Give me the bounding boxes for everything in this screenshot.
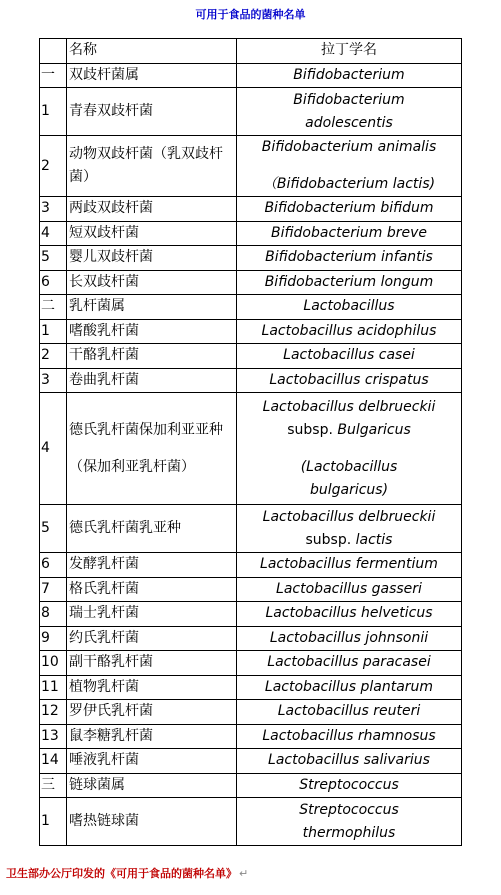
- row-index: 13: [40, 724, 67, 749]
- row-latin-name: [237, 393, 462, 505]
- table-row: [40, 675, 462, 700]
- row-name: 干酪乳杆菌: [67, 344, 237, 369]
- row-index: 6: [40, 553, 67, 578]
- row-name: 青春双歧杆菌: [67, 88, 237, 136]
- table-row: [40, 553, 462, 578]
- row-index: 8: [40, 602, 67, 627]
- latin-line: lactis: [355, 531, 393, 548]
- row-latin-name: Lactobacillus johnsonii: [237, 626, 462, 651]
- table-row: [40, 136, 462, 197]
- row-name: 唾液乳杆菌: [67, 749, 237, 774]
- row-index: 一: [40, 63, 67, 88]
- source-caption: [6, 865, 248, 881]
- row-latin-name: Lactobacillus acidophilus: [237, 319, 462, 344]
- row-latin-name: [237, 505, 462, 553]
- header-name: 名称: [67, 39, 237, 64]
- latin-line: Bifidobacterium: [293, 91, 405, 108]
- row-index: 1: [40, 319, 67, 344]
- row-index: 二: [40, 295, 67, 320]
- row-latin-name: Lactobacillus plantarum: [237, 675, 462, 700]
- table-row: [40, 505, 462, 553]
- row-latin-name: Lactobacillus paracasei: [237, 651, 462, 676]
- table-row: [40, 246, 462, 271]
- row-name: 植物乳杆菌: [67, 675, 237, 700]
- row-latin-name: Lactobacillus gasseri: [237, 577, 462, 602]
- row-index: 6: [40, 270, 67, 295]
- name-line: 德氏乳杆菌保加利亚亚种: [69, 421, 223, 438]
- row-latin-name: Lactobacillus helveticus: [237, 602, 462, 627]
- row-name: 嗜热链球菌: [67, 798, 237, 846]
- row-latin-name: Lactobacillus rhamnosus: [237, 724, 462, 749]
- table-row: [40, 63, 462, 88]
- table-row: [40, 798, 462, 846]
- row-name: [67, 393, 237, 505]
- table-row: [40, 773, 462, 798]
- latin-line: subsp.: [305, 531, 352, 548]
- row-name: 动物双歧杆菌（乳双歧杆菌）: [67, 136, 237, 197]
- name-line: （保加利亚乳杆菌）: [69, 458, 195, 475]
- table-row: [40, 344, 462, 369]
- strain-table: [39, 38, 462, 846]
- table-row: [40, 88, 462, 136]
- table-row: [40, 577, 462, 602]
- row-index: 3: [40, 197, 67, 222]
- latin-line: thermophilus: [302, 824, 396, 841]
- row-name: 约氏乳杆菌: [67, 626, 237, 651]
- table-row: [40, 221, 462, 246]
- caption-text: 卫生部办公厅印发的《可用于食品的菌种名单》: [6, 867, 237, 880]
- header-latin-name: 拉丁学名: [237, 39, 462, 64]
- row-name: 长双歧杆菌: [67, 270, 237, 295]
- row-latin-name: Bifidobacterium breve: [237, 221, 462, 246]
- row-index: 11: [40, 675, 67, 700]
- row-latin-name: [237, 136, 462, 197]
- row-name: 德氏乳杆菌乳亚种: [67, 505, 237, 553]
- row-index: 9: [40, 626, 67, 651]
- table-row: [40, 393, 462, 505]
- row-index: 10: [40, 651, 67, 676]
- row-latin-name: Lactobacillus reuteri: [237, 700, 462, 725]
- row-latin-name: Streptococcus: [237, 773, 462, 798]
- row-name: 发酵乳杆菌: [67, 553, 237, 578]
- latin-line: subsp.: [287, 421, 333, 438]
- latin-line: bulgaricus): [309, 481, 389, 498]
- row-index: 三: [40, 773, 67, 798]
- row-name: 双歧杆菌属: [67, 63, 237, 88]
- latin-line: (Lactobacillus: [300, 458, 398, 475]
- row-name: 卷曲乳杆菌: [67, 368, 237, 393]
- row-index: 7: [40, 577, 67, 602]
- table-row: [40, 319, 462, 344]
- row-latin-name: Lactobacillus: [237, 295, 462, 320]
- row-name: 嗜酸乳杆菌: [67, 319, 237, 344]
- page-title: 可用于食品的菌种名单: [195, 8, 306, 21]
- table-row: [40, 724, 462, 749]
- latin-line: Lactobacillus delbrueckii: [262, 508, 436, 525]
- table-row: [40, 368, 462, 393]
- row-latin-name: [237, 88, 462, 136]
- row-name: 格氏乳杆菌: [67, 577, 237, 602]
- row-index: 2: [40, 344, 67, 369]
- row-index: 1: [40, 88, 67, 136]
- row-latin-name: Bifidobacterium: [237, 63, 462, 88]
- row-name: 婴儿双歧杆菌: [67, 246, 237, 271]
- row-index: 2: [40, 136, 67, 197]
- table-row: [40, 270, 462, 295]
- row-name: 短双歧杆菌: [67, 221, 237, 246]
- latin-line: Bulgaricus: [337, 421, 411, 438]
- row-index: 1: [40, 798, 67, 846]
- table-row: [40, 626, 462, 651]
- table-row: [40, 197, 462, 222]
- row-latin-name: Bifidobacterium bifidum: [237, 197, 462, 222]
- row-name: 乳杆菌属: [67, 295, 237, 320]
- table-row: [40, 295, 462, 320]
- row-index: 14: [40, 749, 67, 774]
- row-index: 3: [40, 368, 67, 393]
- row-latin-name: [237, 798, 462, 846]
- row-name: 鼠李糖乳杆菌: [67, 724, 237, 749]
- latin-line: （Bifidobacterium lactis): [262, 176, 436, 192]
- table-row: [40, 651, 462, 676]
- header-index: [40, 39, 67, 64]
- table-row: [40, 749, 462, 774]
- row-name: 链球菌属: [67, 773, 237, 798]
- return-mark-icon: ↵: [239, 867, 249, 880]
- row-latin-name: Lactobacillus casei: [237, 344, 462, 369]
- row-name: 两歧双歧杆菌: [67, 197, 237, 222]
- table-row: [40, 700, 462, 725]
- row-index: 4: [40, 221, 67, 246]
- latin-line: Streptococcus: [299, 801, 399, 818]
- row-latin-name: Bifidobacterium infantis: [237, 246, 462, 271]
- table-header-row: [40, 39, 462, 64]
- latin-line: Lactobacillus delbrueckii: [262, 398, 436, 415]
- row-latin-name: Lactobacillus fermentium: [237, 553, 462, 578]
- latin-line: adolescentis: [305, 114, 393, 131]
- table-row: [40, 602, 462, 627]
- row-name: 副干酪乳杆菌: [67, 651, 237, 676]
- row-index: 5: [40, 246, 67, 271]
- row-index: 5: [40, 505, 67, 553]
- row-index: 12: [40, 700, 67, 725]
- row-latin-name: Lactobacillus salivarius: [237, 749, 462, 774]
- row-name: 罗伊氏乳杆菌: [67, 700, 237, 725]
- row-latin-name: Lactobacillus crispatus: [237, 368, 462, 393]
- row-index: 4: [40, 393, 67, 505]
- row-latin-name: Bifidobacterium longum: [237, 270, 462, 295]
- latin-line: Bifidobacterium animalis: [261, 139, 437, 155]
- row-name: 瑞士乳杆菌: [67, 602, 237, 627]
